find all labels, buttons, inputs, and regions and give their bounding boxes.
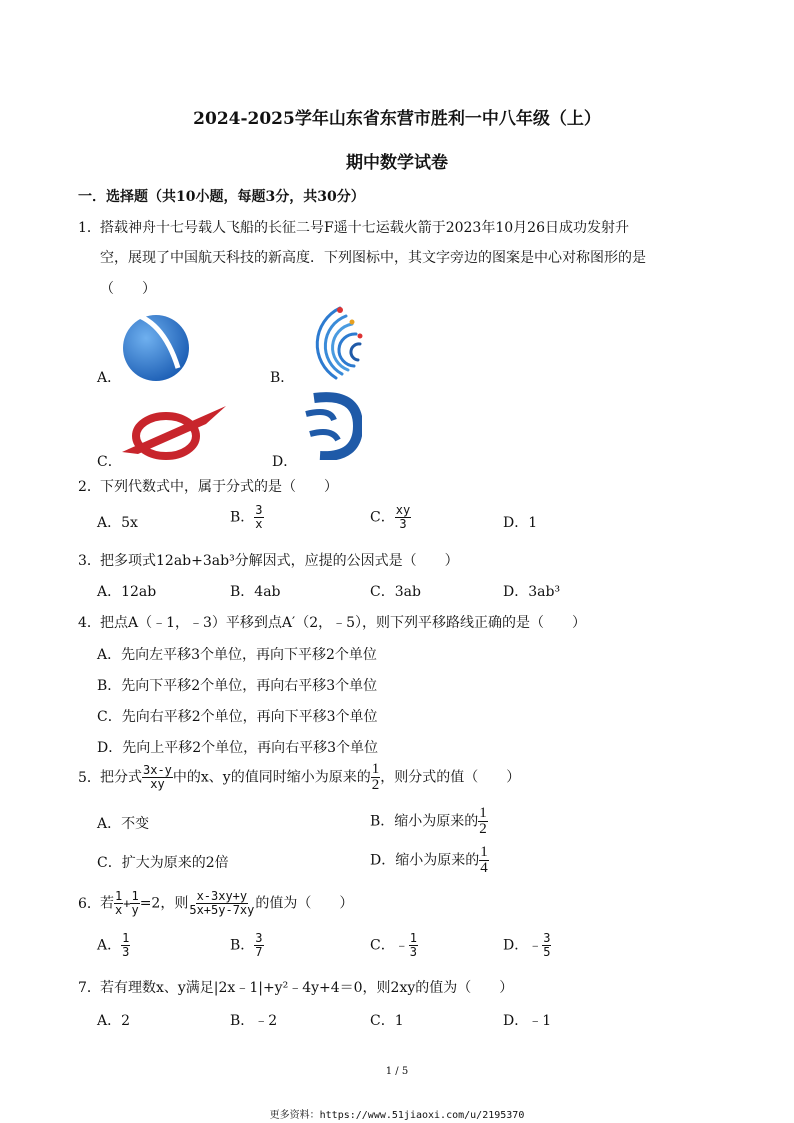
option-c	[370, 932, 418, 959]
fraction	[371, 762, 381, 793]
option-a: A．先向左平移3个单位，再向下平移2个单位	[97, 647, 377, 663]
question-1	[78, 217, 629, 237]
option-d	[503, 932, 551, 959]
fraction-denominator: 3	[399, 517, 407, 531]
option-a: A．2	[97, 1013, 131, 1029]
fraction-numerator: 1	[131, 889, 139, 903]
fraction	[409, 932, 418, 959]
fraction-numerator: 1	[371, 761, 380, 777]
question-text-pre: 若	[100, 895, 114, 912]
fraction-denominator: 5	[543, 945, 551, 959]
fraction	[142, 764, 173, 791]
option-d: D．3ab³	[503, 584, 561, 600]
option-b: B．﹣2	[230, 1013, 278, 1029]
option-d	[370, 845, 489, 876]
option-a	[97, 932, 130, 959]
fraction-denominator: 3	[409, 945, 417, 959]
question-text-eq: =2，则	[139, 895, 189, 912]
fraction-denominator: xy	[150, 777, 165, 791]
fraction-denominator: 7	[255, 945, 263, 959]
fraction-numerator: 3	[543, 931, 551, 945]
fraction-numerator: 3x-y	[143, 763, 172, 777]
fraction	[114, 890, 123, 917]
question-number: 6．	[78, 895, 101, 912]
option-c: C．1	[370, 1013, 404, 1029]
question-6	[78, 890, 353, 917]
question-text: 把点A（﹣1，﹣3）平移到点A′（2，﹣5），则下列平移路线正确的是（ ）	[100, 615, 587, 631]
fraction-numerator: xy	[395, 503, 411, 517]
fraction	[188, 890, 255, 917]
fraction-denominator: y	[131, 903, 139, 917]
question-4	[78, 612, 586, 632]
fraction	[130, 890, 139, 917]
fraction-numerator: x-3xy+y	[196, 889, 248, 903]
question-number: 7．	[78, 980, 101, 996]
answer-paren: （ ）	[100, 281, 156, 297]
arc-rings-logo-icon	[296, 304, 370, 382]
page-subtitle: 期中数学试卷	[346, 153, 448, 173]
more-resources-link[interactable]: 更多资料：https://www.51jiaoxi.com/u/2195370	[269, 1110, 525, 1121]
question-text: 把多项式12ab+3ab³分解因式，应提的公因式是（ ）	[100, 553, 459, 569]
fraction	[121, 932, 130, 959]
option-b	[370, 806, 488, 837]
option-c	[370, 504, 411, 531]
section-heading: 一．选择题（共10小题，每题3分，共30分）	[78, 189, 365, 205]
option-b: B．先向下平移2个单位，再向右平移3个单位	[97, 678, 378, 694]
fraction-denominator: 5x+5y-7xy	[189, 903, 255, 917]
option-text: D．缩小为原来的	[370, 852, 480, 869]
option-a-label: A．	[97, 370, 122, 386]
option-c-label: C．	[97, 454, 122, 470]
question-text-post: ，则分式的值（ ）	[380, 769, 521, 786]
question-number: 3．	[78, 553, 101, 569]
option-b: B．4ab	[230, 584, 281, 600]
option-d: D．1	[503, 515, 538, 531]
plus-sign: +	[123, 896, 131, 911]
fraction-numerator: 1	[409, 931, 417, 945]
question-text: 下列代数式中，属于分式的是（ ）	[100, 479, 338, 495]
fraction	[479, 845, 489, 876]
question-3	[78, 550, 459, 570]
option-a: A．12ab	[97, 584, 157, 600]
option-c: C．3ab	[370, 584, 421, 600]
fraction-denominator: 4	[480, 860, 488, 876]
question-text: 若有理数x、y满足|2x﹣1|+y²﹣4y+4＝0，则2xy的值为（ ）	[100, 980, 514, 996]
option-a: A．5x	[97, 515, 138, 531]
question-text-pre: 把分式	[100, 769, 142, 786]
question-2	[78, 476, 338, 496]
fraction	[254, 504, 263, 531]
question-text-line1: 搭载神舟十七号载人飞船的长征二号F遥十七运载火箭于2023年10月26日成功发射升	[100, 220, 629, 236]
question-number: 5．	[78, 769, 101, 786]
fraction-numerator: 1	[122, 931, 130, 945]
fraction-denominator: 3	[122, 945, 130, 959]
fraction-numerator: 1	[115, 889, 123, 903]
fraction	[254, 932, 263, 959]
option-text: B．缩小为原来的	[370, 813, 479, 830]
option-label: D．﹣	[503, 937, 543, 954]
option-b	[230, 504, 264, 531]
question-number: 2．	[78, 479, 101, 495]
question-text-post: 的值为（ ）	[255, 895, 354, 912]
fraction-denominator: 2	[371, 777, 380, 793]
fraction-denominator: 2	[479, 821, 487, 837]
fraction-numerator: 1	[479, 805, 487, 821]
fraction-denominator: x	[115, 903, 123, 917]
question-number: 1．	[78, 220, 101, 236]
option-d-label: D．	[272, 454, 298, 470]
option-d: D．先向上平移2个单位，再向右平移3个单位	[97, 740, 379, 756]
fraction-denominator: x	[255, 517, 263, 531]
red-ring-logo-icon	[118, 402, 230, 460]
blue-c-logo-icon	[300, 390, 362, 460]
fraction	[395, 504, 411, 531]
option-label: B．	[230, 509, 255, 526]
page-title: 2024-2025学年山东省东营市胜利一中八年级（上）	[193, 109, 601, 129]
fraction-numerator: 1	[480, 844, 488, 860]
question-5	[78, 762, 520, 793]
question-text-line2: 空，展现了中国航天科技的新高度．下列图标中，其文字旁边的图案是中心对称图形的是	[100, 250, 646, 266]
page-number: 1 / 5	[385, 1066, 409, 1077]
option-a: A．不变	[97, 816, 150, 832]
fraction-numerator: 3	[255, 931, 263, 945]
option-c: C．先向右平移2个单位，再向下平移3个单位	[97, 709, 378, 725]
question-text-mid: 中的x、y的值同时缩小为原来的	[172, 769, 371, 786]
option-c: C．扩大为原来的2倍	[97, 855, 229, 871]
option-b-label: B．	[270, 370, 295, 386]
question-7	[78, 977, 513, 997]
fraction	[542, 932, 551, 959]
question-number: 4．	[78, 615, 101, 631]
blue-sphere-logo-icon	[118, 310, 194, 382]
option-label: C．	[370, 509, 395, 526]
option-label: C．﹣	[370, 937, 409, 954]
option-label: B．	[230, 937, 255, 954]
option-d: D．﹣1	[503, 1013, 552, 1029]
fraction-numerator: 3	[255, 503, 263, 517]
option-b	[230, 932, 264, 959]
option-label: A．	[97, 937, 122, 954]
fraction	[478, 806, 488, 837]
